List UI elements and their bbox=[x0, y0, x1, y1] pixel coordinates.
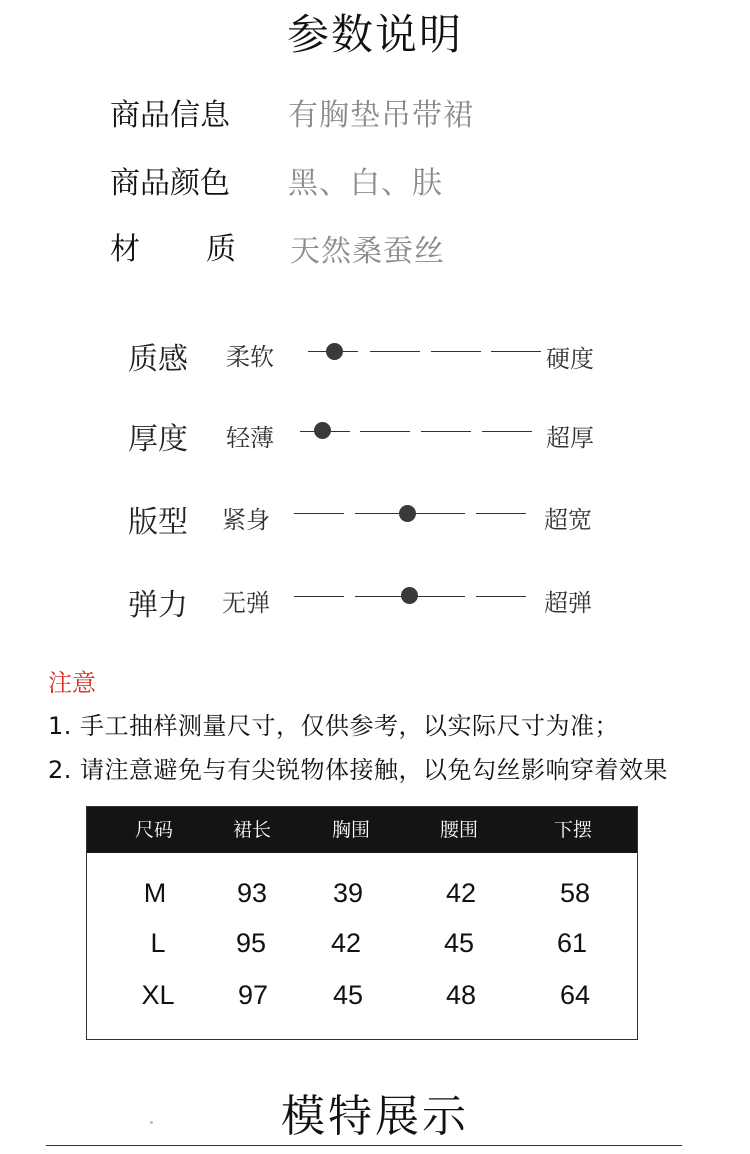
scale-marker-thickness bbox=[314, 422, 331, 439]
table-cell: M bbox=[143, 878, 167, 908]
scale-line bbox=[370, 351, 420, 352]
scale-left-elasticity: 无弹 bbox=[222, 589, 270, 617]
scale-marker-texture bbox=[326, 343, 343, 360]
table-cell: 95 bbox=[235, 928, 267, 958]
scale-label-thickness: 厚度 bbox=[128, 422, 188, 457]
table-cell: 48 bbox=[445, 980, 477, 1010]
size-table-header bbox=[87, 807, 637, 853]
scale-left-fit: 紧身 bbox=[222, 506, 270, 534]
table-cell: 93 bbox=[236, 878, 268, 908]
scale-line bbox=[360, 431, 410, 432]
table-cell: 42 bbox=[330, 928, 362, 958]
table-header-hem: 下摆 bbox=[553, 819, 592, 841]
scale-left-thickness: 轻薄 bbox=[226, 424, 274, 452]
table-cell: 42 bbox=[445, 878, 477, 908]
scale-right-texture: 硬度 bbox=[546, 345, 594, 373]
size-table bbox=[86, 806, 638, 1040]
scale-line bbox=[294, 513, 344, 514]
info-value-material: 天然桑蚕丝 bbox=[290, 234, 445, 269]
table-header-size: 尺码 bbox=[134, 819, 173, 841]
scale-marker-elasticity bbox=[401, 587, 418, 604]
info-label-color: 商品颜色 bbox=[110, 166, 230, 201]
scale-label-texture: 质感 bbox=[128, 342, 188, 377]
scale-label-fit: 版型 bbox=[128, 505, 188, 540]
note-item-2: 2. 请注意避免与有尖锐物体接触，以免勾丝影响穿着效果 bbox=[48, 756, 669, 784]
scale-line bbox=[294, 596, 344, 597]
info-value-product: 有胸垫吊带裙 bbox=[288, 98, 474, 133]
info-label-product: 商品信息 bbox=[110, 98, 230, 133]
scale-right-thickness: 超厚 bbox=[546, 424, 594, 452]
section-title-model: 模特展示 bbox=[281, 1091, 469, 1142]
scale-line bbox=[431, 351, 481, 352]
table-cell: 97 bbox=[237, 980, 269, 1010]
table-cell: XL bbox=[141, 980, 175, 1010]
info-label-material-1: 材 bbox=[110, 232, 140, 267]
scale-marker-fit bbox=[399, 505, 416, 522]
table-header-waist: 腰围 bbox=[439, 819, 478, 841]
scale-right-elasticity: 超弹 bbox=[544, 589, 592, 617]
page-title: 参数说明 bbox=[286, 10, 463, 59]
scale-line bbox=[476, 596, 526, 597]
scale-line bbox=[491, 351, 541, 352]
table-cell: 39 bbox=[332, 878, 364, 908]
table-cell: L bbox=[150, 928, 166, 958]
scale-right-fit: 超宽 bbox=[544, 506, 592, 534]
scale-label-elasticity: 弹力 bbox=[128, 588, 188, 623]
divider bbox=[46, 1145, 682, 1146]
table-cell: 45 bbox=[443, 928, 475, 958]
table-header-bust: 胸围 bbox=[331, 819, 370, 841]
table-cell: 58 bbox=[559, 878, 591, 908]
note-item-1: 1. 手工抽样测量尺寸，仅供参考，以实际尺寸为准； bbox=[48, 712, 620, 740]
table-cell: 45 bbox=[332, 980, 364, 1010]
info-label-material-2: 质 bbox=[206, 232, 236, 267]
scale-line bbox=[476, 513, 526, 514]
table-cell: 61 bbox=[556, 928, 588, 958]
notes-title: 注意 bbox=[48, 669, 96, 697]
scale-line bbox=[421, 431, 471, 432]
table-header-length: 裙长 bbox=[232, 819, 271, 841]
scale-left-texture: 柔软 bbox=[226, 343, 274, 371]
scale-line bbox=[482, 431, 532, 432]
table-cell: 64 bbox=[559, 980, 591, 1010]
info-value-color: 黑、白、肤 bbox=[288, 166, 443, 201]
